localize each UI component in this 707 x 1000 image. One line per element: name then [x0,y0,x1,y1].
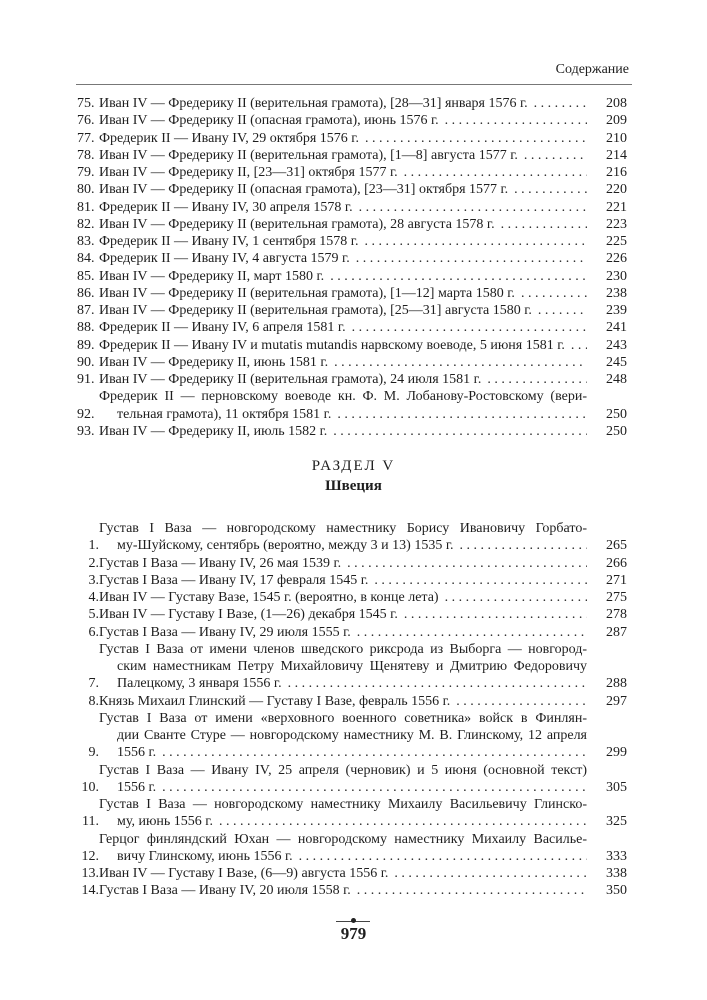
entry-page: 208 [606,96,627,111]
toc-entry [77,693,627,710]
entry-text: Густав I Ваза от имени «верховного военного советника» войск в Финлян- [99,710,587,726]
entry-number: 85. [77,268,95,284]
entry-text: Князь Михаил Глинский — Густаву I Вазе, февраль 1556 г. [99,693,451,709]
entry-number: 5. [88,607,99,623]
entry-text: Иван IV — Густаву I Вазе, (6—9) августа 1556 г. [99,866,389,881]
entry-last-line [99,199,587,216]
dot-leader [282,675,587,692]
entry-text: Густав I Ваза — Ивану IV, 20 июля 1558 г. [99,883,351,899]
page-number: 979 [340,924,367,943]
entry-text: му-Шуйскому, сентябрь (вероятно, между 3 и 13) 1535 г. [117,538,454,554]
entry-text: Иван IV — Фредерику II (верительная грамота), 24 июля 1581 г. [99,372,482,387]
entry-page: 299 [606,745,627,761]
entry-number: 8. [88,693,99,709]
toc-entry [77,572,627,589]
entry-last-line [99,233,587,250]
entry-last-line [99,779,587,796]
dot-leader [565,337,587,354]
entry-text: Фредерик II — перновскому воеводе кн. Ф. М. Лобанову-Ростовскому (вери- [99,389,587,405]
dot-leader [368,572,587,589]
entry-last-line [99,848,587,865]
entry-page: 250 [606,406,627,422]
entry-page: 209 [606,113,627,129]
toc-entry [77,181,627,198]
entry-last-line [99,302,587,319]
dot-leader [439,589,587,606]
entry-text: Густав I Ваза — Ивану IV, 26 мая 1539 г. [99,555,342,571]
toc-entry [77,641,627,693]
dot-leader [528,95,587,112]
entry-text: Фредерик II — Ивану IV и mutatis mutandis нарвскому воеводе, 5 июня 1581 г. [99,337,565,353]
entry-text: тельная грамота), 11 октября 1581 г. [117,406,332,422]
entry-page: 325 [606,814,627,830]
dot-leader [532,302,587,319]
dot-leader [453,537,587,554]
entry-text: Иван IV — Фредерику II (верительная грамота), 28 августа 1578 г. [99,216,495,232]
dot-leader [346,319,587,336]
entry-page: 238 [606,285,627,301]
entry-number: 10. [81,779,99,795]
entry-number: 92. [77,406,95,422]
entry-number: 78. [77,147,95,163]
entry-number: 6. [88,624,99,640]
entry-text: Иван IV — Фредерику II (верительная грамота), [28—31] января 1576 г. [99,96,528,111]
toc-entry [77,606,627,623]
toc-entry [77,130,627,147]
toc-entry [77,423,627,440]
entry-number: 80. [77,182,95,198]
dot-leader [439,112,587,129]
entry-number: 87. [77,303,95,318]
entry-text: Иван IV — Фредерику II, [23—31] октября 1577 г. [99,165,398,180]
entry-text: Палецкому, 3 января 1556 г. [117,676,282,692]
entry-text: Густав I Ваза — Ивану IV, 17 февраля 1545 г. [99,572,369,588]
entry-last-line [99,624,587,641]
entry-last-line [99,130,587,147]
entry-text: вичу Глинскому, июнь 1556 г. [117,848,293,864]
entry-text: ским наместникам Петру Михайловичу Щенятеву и Дмитрию Федоровичу [117,659,587,674]
toc-entry [77,710,627,762]
toc-entry [77,831,627,866]
entry-text: Иван IV — Фредерику II, март 1580 г. [99,268,325,284]
entry-last-line [99,406,587,423]
dot-leader [328,354,587,371]
toc-entry [77,371,627,388]
dot-leader [508,181,587,198]
entry-last-line [99,865,587,882]
dot-leader [324,268,587,285]
entry-last-line [99,147,587,164]
dot-leader [481,371,587,388]
entry-text: дии Сванте Стуре — новгородскому наместнику М. В. Глинскому, 12 апреля [117,728,587,743]
entry-text: 1556 г. [117,779,157,795]
entry-text: Фредерик II — Ивану IV, 1 сентября 1578 г. [99,234,359,249]
entry-last-line [99,675,587,692]
entry-number: 77. [77,130,95,146]
entry-number: 81. [77,199,95,215]
entry-last-line [99,319,587,336]
entry-last-line [99,555,587,572]
entry-page: 245 [606,354,627,370]
toc-entry [77,319,627,336]
entry-text: Фредерик II — Ивану IV, 6 апреля 1581 г. [99,320,346,336]
entry-page: 265 [606,538,627,554]
entry-last-line [99,354,587,371]
dot-leader [398,164,587,181]
entry-page: 250 [606,423,627,439]
entry-page: 220 [606,182,627,198]
entry-page: 225 [606,234,627,249]
entry-text: Фредерик II — Ивану IV, 4 августа 1579 г. [99,251,350,267]
entry-text: Густав I Ваза — Ивану IV, 29 июля 1555 г. [99,624,351,640]
dot-leader [350,250,587,267]
toc-entry [77,555,627,572]
folio-ornament-dot [351,918,356,923]
entry-page: 333 [606,848,627,864]
entry-number: 12. [81,848,99,864]
entry-text: Герцог финляндский Юхан — новгородскому наместнику Михаилу Василье- [99,831,587,847]
entry-text: Иван IV — Фредерику II (опасная грамота), июнь 1576 г. [99,113,439,129]
dot-leader [293,848,587,865]
entry-text: Иван IV — Фредерику II (опасная грамота), [23—31] октября 1577 г. [99,182,509,198]
dot-leader [515,285,587,302]
entry-number: 13. [81,866,99,881]
dot-leader [341,555,587,572]
entry-page: 350 [606,883,627,899]
entry-page: 226 [606,251,627,267]
entry-number: 9. [88,745,99,761]
entry-number: 82. [77,216,95,232]
entry-last-line [99,285,587,302]
entry-last-line [99,337,587,354]
entry-page: 266 [606,555,627,571]
dot-leader [353,199,587,216]
entry-number: 89. [77,337,95,353]
entry-last-line [99,250,587,267]
entry-page: 216 [606,165,627,180]
entry-text: Густав I Ваза — Ивану IV, 25 апреля (черновик) и 5 июня (основной текст) [99,762,587,778]
toc-entry [77,589,627,606]
dot-leader [156,744,587,761]
entry-text: Иван IV — Фредерику II, июнь 1581 г. [99,354,329,370]
entry-text: Густав I Ваза — новгородскому наместнику Михаилу Васильевичу Глинско- [99,797,587,812]
entry-page: 230 [606,268,627,284]
toc-entry [77,250,627,267]
dot-leader [351,882,587,899]
entry-page: 243 [606,337,627,353]
entry-text: Иван IV — Густаву I Вазе, (1—26) декабря 1545 г. [99,607,398,623]
entry-last-line [99,606,587,623]
dot-leader [213,813,587,830]
dot-leader [327,423,587,440]
entry-text: Густав I Ваза — новгородскому наместнику Борису Ивановичу Горбато- [99,521,587,536]
entry-text: Иван IV — Фредерику II (верительная грамота), [1—12] марта 1580 г. [99,285,515,301]
entry-text: Иван IV — Фредерику II, июль 1582 г. [99,423,328,439]
dot-leader [388,865,587,882]
entry-text: Иван IV — Фредерику II (верительная грамота), [25—31] августа 1580 г. [99,303,532,318]
entry-page: 248 [606,372,627,387]
entry-number: 1. [88,538,99,554]
toc-entry [77,216,627,233]
entry-page: 297 [606,693,627,709]
entry-page: 214 [606,147,627,163]
entry-number: 76. [77,113,95,129]
toc-entry [77,388,627,423]
entry-page: 278 [606,607,627,623]
entry-number: 7. [88,676,99,692]
toc-entry [77,796,627,831]
entry-last-line [99,693,587,710]
toc-entry [77,268,627,285]
entry-page: 271 [606,572,627,588]
entry-number: 88. [77,320,95,336]
dot-leader [359,130,587,147]
toc-entry [77,762,627,797]
entry-number: 4. [88,590,99,605]
entry-page: 287 [606,624,627,640]
entry-page: 288 [606,676,627,692]
toc-entry [77,164,627,181]
toc-entry [77,354,627,371]
toc-entry [77,624,627,641]
entry-page: 305 [606,779,627,795]
toc-section-5 [77,520,627,900]
dot-leader [398,606,587,623]
entry-number: 79. [77,165,95,180]
entry-last-line [99,572,587,589]
entry-text: Фредерик II — Ивану IV, 30 апреля 1578 г. [99,199,353,215]
dot-leader [358,233,587,250]
entry-page: 338 [606,866,627,881]
section-title: Швеция [325,478,382,494]
entry-number: 83. [77,234,95,249]
toc-entry [77,112,627,129]
toc-entry [77,302,627,319]
entry-last-line [99,537,587,554]
entry-text: Иван IV — Фредерику II (верительная грамота), [1—8] августа 1577 г. [99,147,518,163]
toc-entry [77,520,627,555]
dot-leader [450,693,587,710]
entry-page: 221 [606,199,627,215]
entry-page: 241 [606,320,627,336]
entry-last-line [99,216,587,233]
toc-entry [77,147,627,164]
entry-last-line [99,371,587,388]
entry-number: 14. [81,883,99,899]
toc-entry [77,882,627,899]
entry-page: 239 [606,303,627,318]
entry-last-line [99,813,587,830]
entry-last-line [99,181,587,198]
toc-section-4 [77,95,627,440]
entry-number: 3. [88,572,99,588]
entry-number: 2. [88,555,99,571]
entry-number: 75. [77,96,95,111]
header-rule [76,84,632,85]
dot-leader [156,779,587,796]
entry-last-line [99,589,587,606]
entry-number: 86. [77,285,95,301]
entry-text: му, июнь 1556 г. [117,814,213,830]
entry-number: 93. [77,423,95,439]
toc-entry [77,199,627,216]
dot-leader [495,216,587,233]
toc-entry [77,865,627,882]
entry-last-line [99,423,587,440]
entry-number: 91. [77,372,95,387]
toc-entry [77,337,627,354]
toc-entry [77,95,627,112]
entry-page: 223 [606,216,627,232]
entry-text: Густав I Ваза от имени членов шведского риксрода из Выборга — новгород- [99,641,587,657]
entry-number: 90. [77,354,95,370]
entry-last-line [99,744,587,761]
entry-number: 11. [82,814,99,830]
dot-leader [518,147,587,164]
entry-text: Фредерик II — Ивану IV, 29 октября 1576 г. [99,130,359,146]
section-label: РАЗДЕЛ V [311,458,396,474]
dot-leader [331,406,587,423]
entry-last-line [99,112,587,129]
dot-leader [351,624,587,641]
entry-last-line [99,164,587,181]
toc-entry [77,285,627,302]
entry-number: 84. [77,251,95,267]
running-head: Содержание [555,62,629,77]
entry-last-line [99,95,587,112]
entry-text: 1556 г. [117,745,157,761]
entry-text: Иван IV — Густаву Вазе, 1545 г. (вероятно, в конце лета) [99,590,439,605]
toc-entry [77,233,627,250]
entry-page: 275 [606,590,627,605]
entry-last-line [99,268,587,285]
entry-page: 210 [606,130,627,146]
entry-last-line [99,882,587,899]
